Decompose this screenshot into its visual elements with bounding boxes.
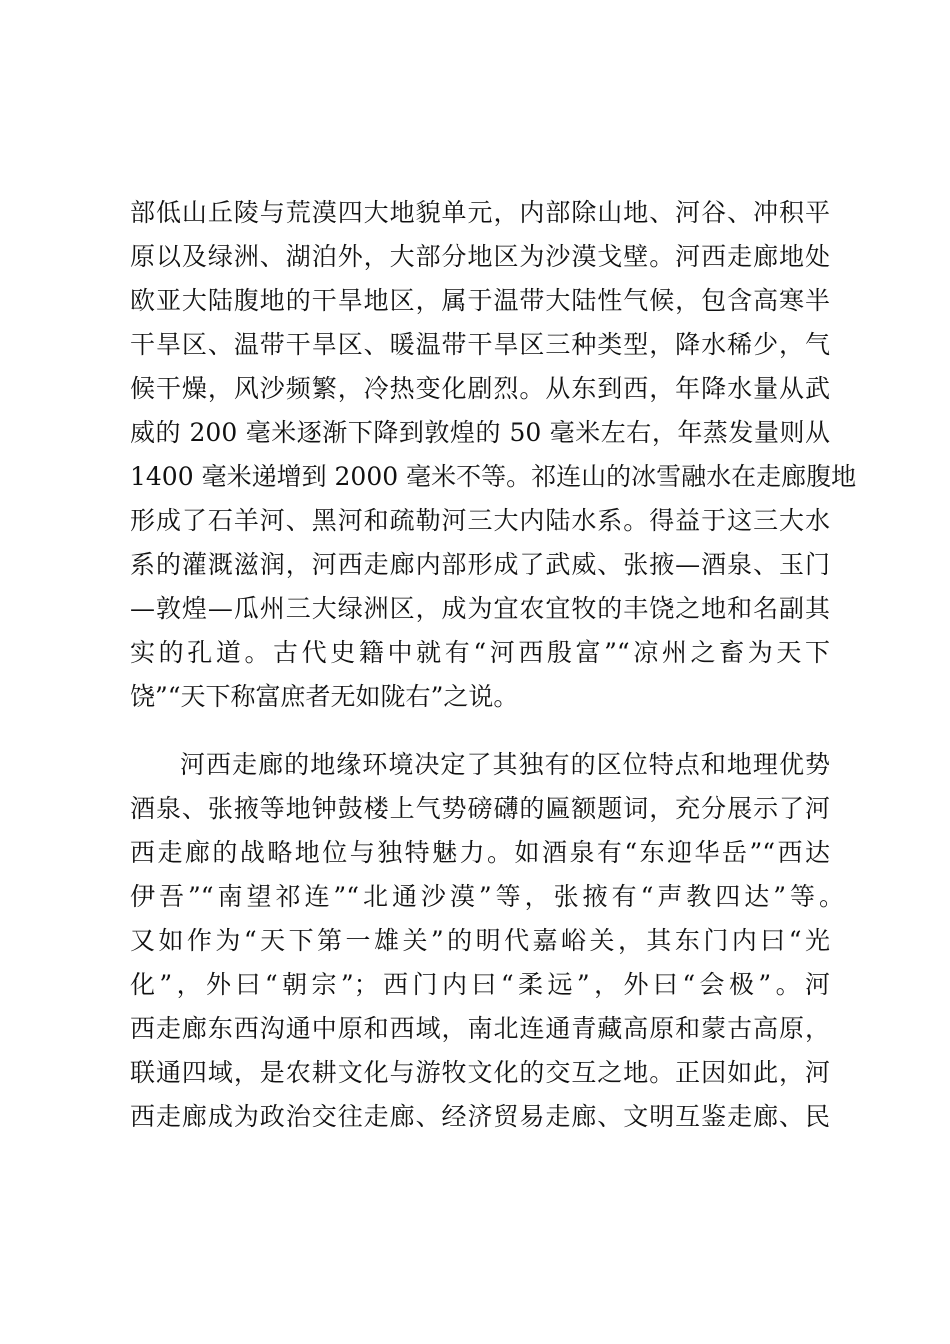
- text-line: 实的孔道。古代史籍中就有“河西殷富”“凉州之畜为天下: [130, 638, 830, 667]
- text-line: 部低山丘陵与荒漠四大地貌单元，内部除山地、河谷、冲积平: [130, 198, 830, 227]
- text-line: 伊吾”“南望祁连”“北通沙漠”等，张掖有“声教四达”等。: [130, 882, 844, 911]
- text-line: 河西走廊的地缘环境决定了其独有的区位特点和地理优势: [180, 750, 830, 779]
- text-line: 候干燥，风沙频繁，冷热变化剧烈。从东到西，年降水量从武: [130, 374, 830, 403]
- text-line: —敦煌—瓜州三大绿洲区，成为宜农宜牧的丰饶之地和名副其: [130, 594, 830, 623]
- text-line: 西走廊东西沟通中原和西域，南北连通青藏高原和蒙古高原，: [130, 1014, 830, 1043]
- text-line: 原以及绿洲、湖泊外，大部分地区为沙漠戈壁。河西走廊地处: [130, 242, 830, 271]
- text-line: 欧亚大陆腹地的干旱地区，属于温带大陆性气候，包含高寒半: [130, 286, 830, 315]
- text-line: 干旱区、温带干旱区、暖温带干旱区三种类型，降水稀少，气: [130, 330, 830, 359]
- text-line: 酒泉、张掖等地钟鼓楼上气势磅礴的匾额题词，充分展示了河: [130, 794, 830, 823]
- text-line: 形成了石羊河、黑河和疏勒河三大内陆水系。得益于这三大水: [130, 506, 830, 535]
- text-line: 饶”“天下称富庶者无如陇右”之说。: [130, 682, 519, 711]
- text-line: 联通四域，是农耕文化与游牧文化的交互之地。正因如此，河: [130, 1058, 830, 1087]
- text-line: 1400 毫米递增到 2000 毫米不等。祁连山的冰雪融水在走廊腹地: [130, 462, 857, 491]
- text-line: 系的灌溉滋润，河西走廊内部形成了武威、张掖—酒泉、玉门: [130, 550, 830, 579]
- text-line: 又如作为“天下第一雄关”的明代嘉峪关，其东门内曰“光: [130, 926, 830, 955]
- text-line: 西走廊成为政治交往走廊、经济贸易走廊、文明互鉴走廊、民: [130, 1102, 830, 1131]
- text-line: 西走廊的战略地位与独特魅力。如酒泉有“东迎华岳”“西达: [130, 838, 830, 867]
- text-line: 化”，外曰“朝宗”；西门内曰“柔远”，外曰“会极”。河: [130, 970, 830, 999]
- text-line: 威的 200 毫米逐渐下降到敦煌的 50 毫米左右，年蒸发量则从: [130, 418, 830, 447]
